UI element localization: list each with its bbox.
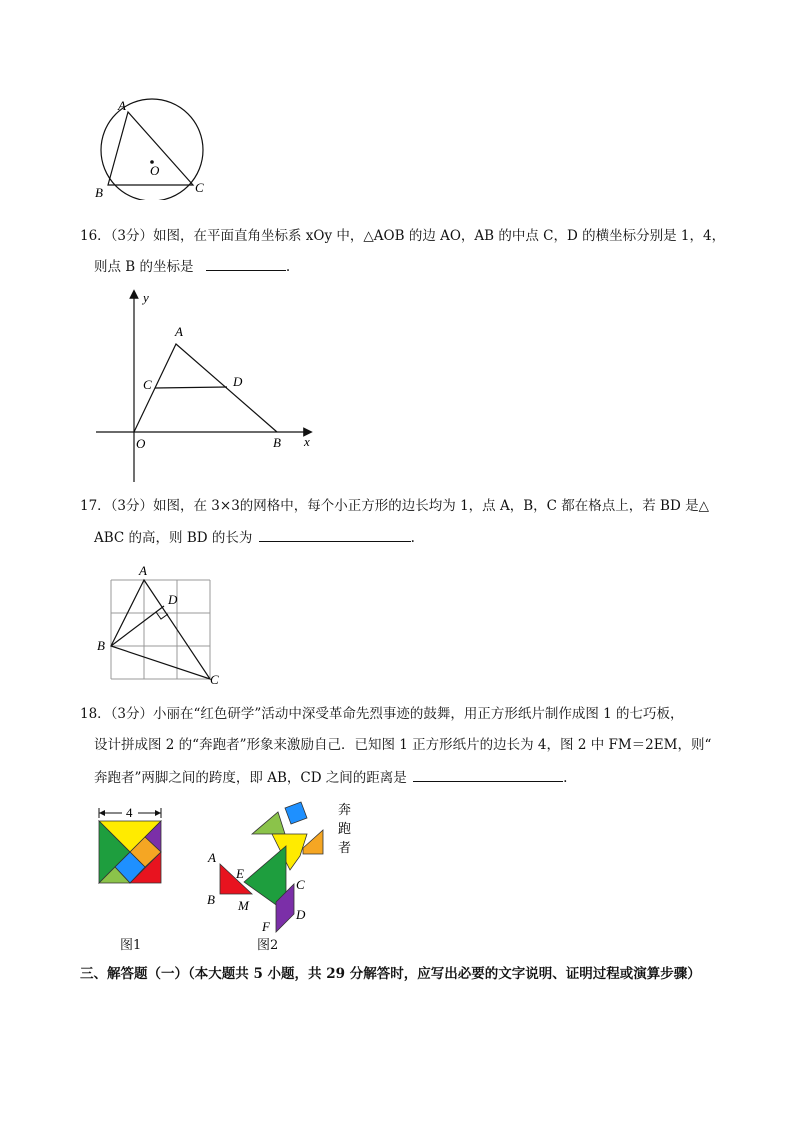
label-d: D xyxy=(168,592,178,607)
q16-line1: 16．（3分）如图，在平面直角坐标系 xOy 中，△AOB 的边 AO，AB 的中点 C，D 的横坐标分别是 1，4， xyxy=(80,228,726,244)
caption-figure-2: 图2 xyxy=(257,938,279,953)
q16-end: . xyxy=(285,259,291,275)
label-c: C xyxy=(195,180,204,195)
q17-line2-text: ABC 的高，则 BD 的长为 xyxy=(94,530,253,546)
label-a: A xyxy=(118,98,126,113)
triangle-abc xyxy=(111,580,210,679)
dimension-label: 4 xyxy=(126,805,133,820)
label-x: x xyxy=(304,434,310,449)
q17-line2 xyxy=(94,527,415,548)
q18-end: . xyxy=(563,770,568,786)
label-b: B xyxy=(95,185,103,200)
figure-16-coordinate xyxy=(90,288,322,484)
label-e: E xyxy=(236,866,244,881)
label-b: B xyxy=(97,638,105,653)
runner-char-2: 跑 xyxy=(338,821,352,836)
label-d: D xyxy=(296,907,306,922)
label-a: A xyxy=(208,850,216,865)
label-c: C xyxy=(296,877,305,892)
piece-lightgreen xyxy=(252,812,285,834)
q18-line3-text: 奔跑者”两脚之间的跨度，即 AB，CD 之间的距离是 xyxy=(94,770,407,786)
label-a: A xyxy=(175,324,183,339)
runner-char-3: 者 xyxy=(338,840,352,855)
label-c: C xyxy=(210,672,219,687)
label-b: B xyxy=(207,892,215,907)
label-f: F xyxy=(262,919,270,934)
figure-15-circle xyxy=(90,98,215,200)
label-m: M xyxy=(238,898,249,913)
q18-line1: 18．（3分）小丽在“红色研学”活动中深受革命先烈事迹的鼓舞，用正方形纸片制作成图 1 的七巧板， xyxy=(80,706,684,722)
caption-figure-1: 图1 xyxy=(120,938,142,953)
q16-line2-text: 则点 B 的坐标是 xyxy=(94,259,194,275)
q16-line2 xyxy=(94,256,290,277)
label-y: y xyxy=(143,290,149,305)
q18-answer-blank[interactable] xyxy=(413,767,563,782)
figure-18-2-runner xyxy=(200,796,370,952)
label-a: A xyxy=(139,563,147,578)
label-o: O xyxy=(136,436,146,451)
figure-17-grid xyxy=(92,562,232,688)
label-d: D xyxy=(233,374,243,389)
q16-answer-blank[interactable] xyxy=(206,256,286,271)
runner-char-1: 奔 xyxy=(338,802,352,817)
label-c: C xyxy=(143,377,152,392)
figure-18-1-tangram xyxy=(92,800,168,888)
q17-line1: 17．（3分）如图，在 3×3的网格中，每个小正方形的边长均为 1，点 A，B，C 都在格点上，若 BD 是△ xyxy=(80,498,709,514)
q17-answer-blank[interactable] xyxy=(259,527,411,542)
label-b: B xyxy=(273,435,281,450)
piece-orange xyxy=(303,830,323,854)
piece-blue-head xyxy=(285,802,307,824)
q17-end: . xyxy=(410,530,415,546)
segment-cd xyxy=(155,387,227,388)
grid-lines xyxy=(111,580,210,679)
section-3-heading: 三、解答题（一）（本大题共 5 小题，共 29 分解答时，应写出必要的文字说明、证明过程或演算步骤） xyxy=(80,966,701,982)
q18-line2: 设计拼成图 2 的“奔跑者”形象来激励自己．已知图 1 正方形纸片的边长为 4，图 2 中 FM＝2EM，则“ xyxy=(94,737,712,753)
label-o: O xyxy=(150,163,160,178)
q18-line3 xyxy=(94,767,567,788)
